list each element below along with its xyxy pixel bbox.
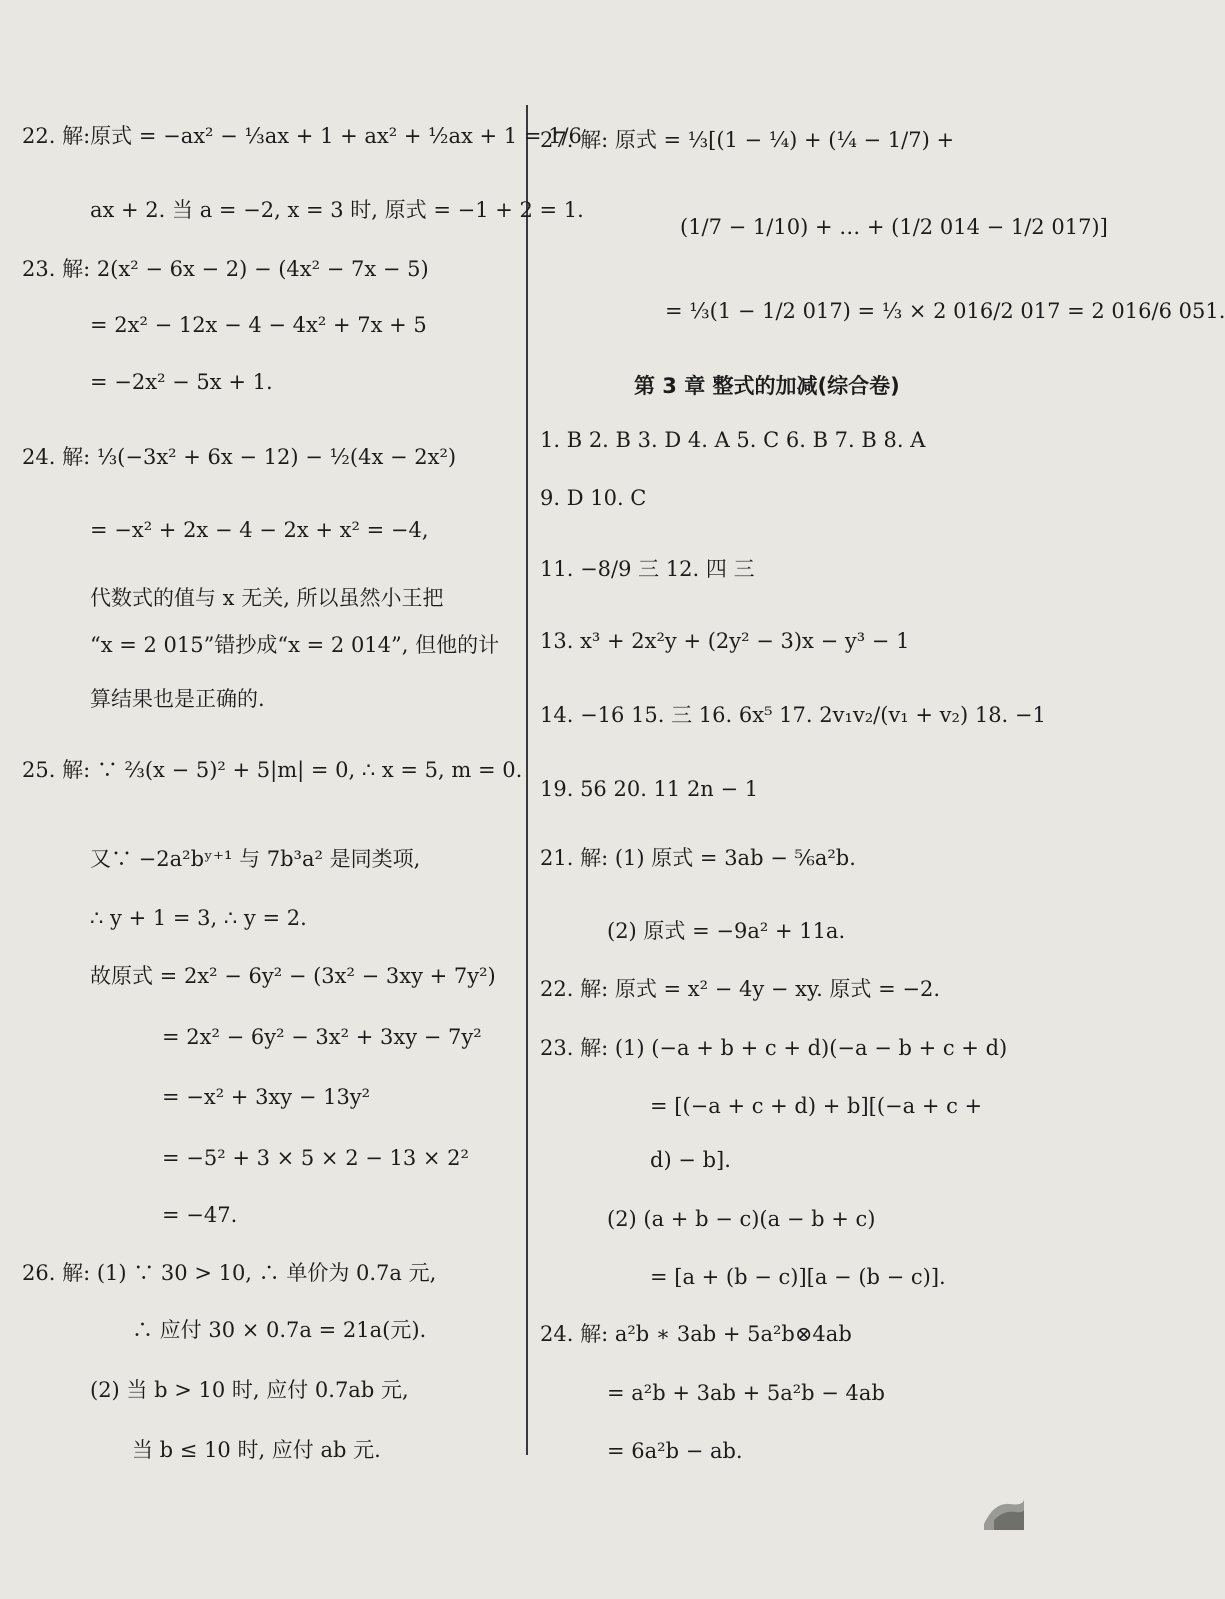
- answer-line: 代数式的值与 x 无关, 所以虽然小王把: [90, 586, 444, 610]
- answer-line: d) − b].: [650, 1148, 731, 1172]
- answer-line: 当 b ≤ 10 时, 应付 ab 元.: [132, 1438, 381, 1462]
- answer-line: (1/7 − 1/10) + … + (1/2 014 − 1/2 017)]: [680, 215, 1108, 239]
- answer-line: = [(−a + c + d) + b][(−a + c +: [650, 1094, 983, 1118]
- answer-line: = −x² + 2x − 4 − 2x + x² = −4,: [90, 518, 429, 542]
- answer-line: (2) 当 b > 10 时, 应付 0.7ab 元,: [90, 1378, 409, 1402]
- answer-line: (2) 原式 = −9a² + 11a.: [607, 919, 846, 943]
- answer-line: = 2x² − 6y² − 3x² + 3xy − 7y²: [162, 1025, 482, 1049]
- answer-line: 23. 解: (1) (−a + b + c + d)(−a − b + c + d): [540, 1036, 1008, 1060]
- answer-line: = 2x² − 12x − 4 − 4x² + 7x + 5: [90, 313, 427, 337]
- answer-line: 14. −16 15. 三 16. 6x⁵ 17. 2v₁v₂/(v₁ + v₂) 18. −1: [540, 703, 1046, 727]
- answer-line: 19. 56 20. 11 2n − 1: [540, 777, 759, 801]
- answer-line: = [a + (b − c)][a − (b − c)].: [650, 1265, 946, 1289]
- answer-line: = −x² + 3xy − 13y²: [162, 1085, 371, 1109]
- answer-line: ∴ 应付 30 × 0.7a = 21a(元).: [132, 1318, 427, 1342]
- answer-line: 27. 解: 原式 = ⅓[(1 − ¼) + (¼ − 1/7) +: [540, 128, 955, 152]
- answer-line: 又∵ −2a²bʸ⁺¹ 与 7b³a² 是同类项,: [90, 847, 421, 871]
- answer-line: 25. 解: ∵ ⅔(x − 5)² + 5|m| = 0, ∴ x = 5, m = 0.: [22, 758, 523, 782]
- answer-line: 24. 解: ⅓(−3x² + 6x − 12) − ½(4x − 2x²): [22, 445, 457, 469]
- answer-line: 22. 解: 原式 = x² − 4y − xy. 原式 = −2.: [540, 977, 940, 1001]
- answer-line: 故原式 = 2x² − 6y² − (3x² − 3xy + 7y²): [90, 964, 496, 988]
- chapter-title: 第 3 章 整式的加减(综合卷): [634, 374, 900, 398]
- answer-line: 26. 解: (1) ∵ 30 > 10, ∴ 单价为 0.7a 元,: [22, 1261, 437, 1285]
- answer-line: 13. x³ + 2x²y + (2y² − 3)x − y³ − 1: [540, 629, 910, 653]
- answer-line: ax + 2. 当 a = −2, x = 3 时, 原式 = −1 + 2 = 1.: [90, 198, 584, 222]
- answer-line: 21. 解: (1) 原式 = 3ab − ⅚a²b.: [540, 846, 856, 870]
- answer-line: = −5² + 3 × 5 × 2 − 13 × 2²: [162, 1146, 469, 1170]
- answer-line: 24. 解: a²b ∗ 3ab + 5a²b⊗4ab: [540, 1322, 852, 1346]
- answer-line: 算结果也是正确的.: [90, 687, 265, 711]
- answer-line: (2) (a + b − c)(a − b + c): [607, 1207, 876, 1231]
- answer-line: = −2x² − 5x + 1.: [90, 370, 273, 394]
- answer-line: = 6a²b − ab.: [607, 1439, 743, 1463]
- answer-line: = ⅓(1 − 1/2 017) = ⅓ × 2 016/2 017 = 2 016/6 051.: [665, 299, 1225, 323]
- answer-line: = −47.: [162, 1203, 238, 1227]
- answer-line: 9. D 10. C: [540, 486, 647, 510]
- answer-line: 23. 解: 2(x² − 6x − 2) − (4x² − 7x − 5): [22, 257, 429, 281]
- column-divider: [526, 105, 528, 1455]
- page-corner-ornament-icon: [980, 1490, 1024, 1530]
- answer-line: 11. −8/9 三 12. 四 三: [540, 557, 755, 581]
- answer-line: = a²b + 3ab + 5a²b − 4ab: [607, 1381, 885, 1405]
- answer-line: ∴ y + 1 = 3, ∴ y = 2.: [90, 906, 307, 930]
- answer-line: 22. 解:原式 = −ax² − ⅓ax + 1 + ax² + ½ax + 1 = 1/6: [22, 124, 582, 148]
- answer-line: “x = 2 015”错抄成“x = 2 014”, 但他的计: [90, 633, 500, 657]
- answer-line: 1. B 2. B 3. D 4. A 5. C 6. B 7. B 8. A: [540, 428, 926, 452]
